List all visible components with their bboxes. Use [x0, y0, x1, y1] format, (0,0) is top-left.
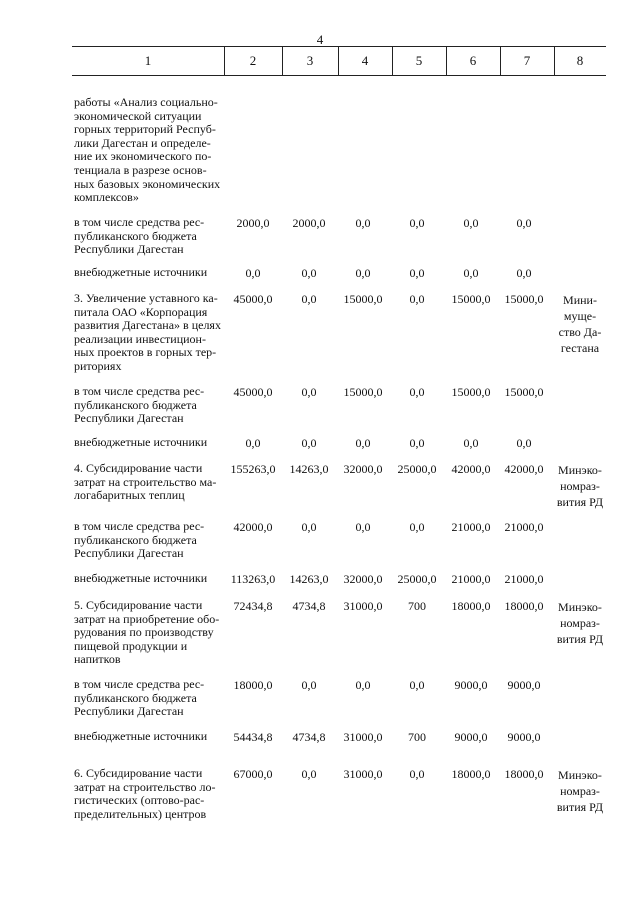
cell-year-3: 25000,0: [397, 462, 437, 476]
cell-year-1: 0,0: [301, 436, 317, 450]
cell-year-3: 0,0: [409, 216, 425, 230]
cell-year-2: 0,0: [355, 520, 371, 534]
cell-year-2: 0,0: [355, 216, 371, 230]
header-col-6: 6: [469, 53, 477, 68]
cell-executor: Минэко- номраз- вития РД: [556, 768, 604, 814]
row-label: внебюджетные источники: [74, 729, 208, 743]
row-label: в том числе средства рес- публиканского бюджета Республики Дагестан: [74, 677, 205, 719]
cell-year-1: 0,0: [301, 520, 317, 534]
cell-year-4: 18000,0: [451, 767, 491, 781]
row-label: внебюджетные источники: [74, 435, 208, 449]
cell-year-4: 15000,0: [451, 385, 491, 399]
cell-year-3: 0,0: [409, 520, 425, 534]
row-label: в том числе средства рес- публиканского бюджета Республики Дагестан: [74, 519, 205, 561]
cell-year-5: 18000,0: [504, 599, 544, 613]
cell-total: 0,0: [245, 266, 261, 280]
cell-year-1: 0,0: [301, 292, 317, 306]
header-col-1: 1: [144, 53, 152, 68]
cell-year-2: 32000,0: [343, 462, 383, 476]
cell-year-5: 18000,0: [504, 767, 544, 781]
cell-year-2: 31000,0: [343, 730, 383, 744]
header-col-2: 2: [249, 53, 257, 68]
cell-total: 45000,0: [233, 292, 273, 306]
cell-executor: Минэко- номраз- вития РД: [556, 600, 604, 646]
cell-year-4: 42000,0: [451, 462, 491, 476]
cell-year-1: 14263,0: [289, 572, 329, 586]
row-label: работы «Анализ социально- экономической ситуации горных территорий Респуб- лики Дагестан и определе- ние их экономического по- тенциала в разрезе основ- ных базовых экономических комплексов»: [74, 95, 221, 205]
cell-year-4: 15000,0: [451, 292, 491, 306]
cell-year-2: 32000,0: [343, 572, 383, 586]
cell-year-3: 0,0: [409, 292, 425, 306]
cell-year-2: 0,0: [355, 436, 371, 450]
cell-total: 0,0: [245, 436, 261, 450]
row-label: в том числе средства рес- публиканского бюджета Республики Дагестан: [74, 215, 205, 257]
cell-year-3: 0,0: [409, 266, 425, 280]
cell-total: 67000,0: [233, 767, 273, 781]
cell-year-4: 0,0: [463, 216, 479, 230]
header-col-4: 4: [361, 53, 369, 68]
header-col-7: 7: [523, 53, 531, 68]
cell-year-3: 0,0: [409, 436, 425, 450]
row-label: 5. Субсидирование части затрат на приобретение обо- рудования по производству пищевой продукции и напитков: [74, 598, 220, 667]
cell-year-4: 0,0: [463, 436, 479, 450]
cell-year-5: 21000,0: [504, 572, 544, 586]
cell-year-5: 9000,0: [507, 678, 541, 692]
cell-executor: Мини- муще- ство Да- гестана: [558, 293, 602, 355]
cell-year-2: 0,0: [355, 678, 371, 692]
cell-total: 54434,8: [233, 730, 273, 744]
cell-year-3: 700: [408, 730, 426, 744]
cell-year-4: 21000,0: [451, 572, 491, 586]
row-label: внебюджетные источники: [74, 265, 208, 279]
cell-total: 155263,0: [230, 462, 276, 476]
cell-year-5: 15000,0: [504, 292, 544, 306]
cell-total: 42000,0: [233, 520, 273, 534]
cell-year-1: 0,0: [301, 385, 317, 399]
cell-year-3: 0,0: [409, 385, 425, 399]
cell-year-3: 0,0: [409, 678, 425, 692]
header-col-3: 3: [306, 53, 314, 68]
cell-year-5: 42000,0: [504, 462, 544, 476]
cell-year-1: 4734,8: [292, 730, 326, 744]
cell-year-2: 15000,0: [343, 292, 383, 306]
cell-year-5: 15000,0: [504, 385, 544, 399]
page-number: 4: [316, 32, 324, 47]
header-col-5: 5: [415, 53, 423, 68]
cell-year-4: 0,0: [463, 266, 479, 280]
cell-year-5: 0,0: [516, 266, 532, 280]
cell-year-5: 0,0: [516, 436, 532, 450]
row-label: внебюджетные источники: [74, 571, 208, 585]
table-header: [72, 46, 606, 76]
cell-year-2: 15000,0: [343, 385, 383, 399]
cell-total: 113263,0: [230, 572, 276, 586]
cell-year-5: 9000,0: [507, 730, 541, 744]
cell-total: 72434,8: [233, 599, 273, 613]
cell-total: 2000,0: [236, 216, 270, 230]
cell-year-2: 31000,0: [343, 767, 383, 781]
cell-executor: Минэко- номраз- вития РД: [556, 463, 604, 509]
header-col-8: 8: [576, 53, 584, 68]
cell-year-3: 25000,0: [397, 572, 437, 586]
cell-year-3: 700: [408, 599, 426, 613]
cell-year-1: 0,0: [301, 767, 317, 781]
cell-year-5: 21000,0: [504, 520, 544, 534]
cell-year-3: 0,0: [409, 767, 425, 781]
cell-year-1: 14263,0: [289, 462, 329, 476]
row-label: 4. Субсидирование части затрат на строительство ма- логабаритных теплиц: [74, 461, 217, 503]
cell-year-1: 0,0: [301, 266, 317, 280]
cell-year-5: 0,0: [516, 216, 532, 230]
cell-year-4: 18000,0: [451, 599, 491, 613]
row-label: в том числе средства рес- публиканского бюджета Республики Дагестан: [74, 384, 205, 426]
cell-year-4: 9000,0: [454, 678, 488, 692]
row-label: 3. Увеличение уставного ка- питала ОАО «Корпорация развития Дагестана» в целях реализации инвестицион- ных проектов в горных тер- риториях: [74, 291, 221, 373]
cell-year-4: 21000,0: [451, 520, 491, 534]
cell-year-4: 9000,0: [454, 730, 488, 744]
row-label: 6. Субсидирование части затрат на строительство ло- гистических (оптово-рас- пределительных) центров: [74, 766, 216, 821]
cell-total: 18000,0: [233, 678, 273, 692]
cell-year-1: 2000,0: [292, 216, 326, 230]
cell-year-1: 0,0: [301, 678, 317, 692]
cell-total: 45000,0: [233, 385, 273, 399]
cell-year-1: 4734,8: [292, 599, 326, 613]
cell-year-2: 0,0: [355, 266, 371, 280]
cell-year-2: 31000,0: [343, 599, 383, 613]
